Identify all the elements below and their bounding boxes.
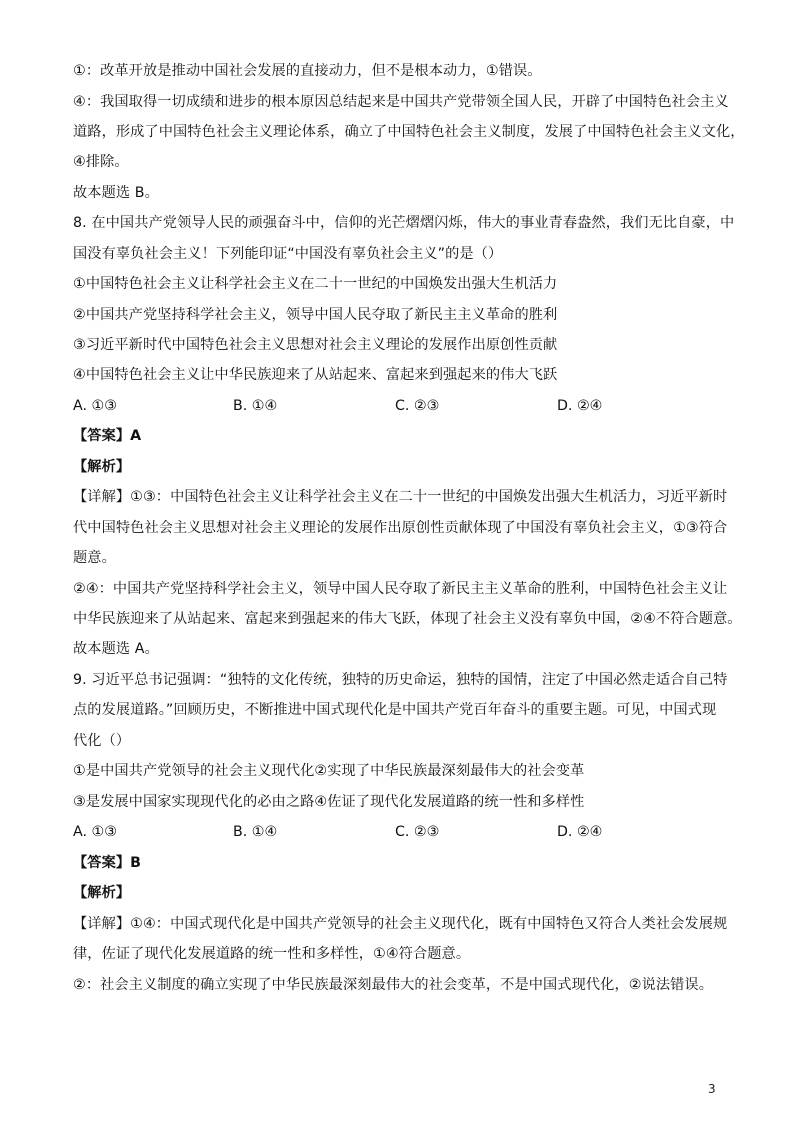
statement: ②中国共产党坚持科学社会主义，领导中国人民夺取了新民主主义革命的胜利 xyxy=(73,307,558,323)
question-8-stem: 8. 在中国共产党领导人民的顽强奋斗中，信仰的光芒熠熠闪烁，伟大的事业青春盎然，我们无比自豪，中 xyxy=(73,215,735,231)
text-line: 故本题选 B。 xyxy=(73,185,159,201)
statement: ③是发展中国家实现现代化的必由之路④佐证了现代化发展道路的统一性和多样性 xyxy=(73,794,585,810)
text-line: ④排除。 xyxy=(73,154,129,170)
text-line: 律，佐证了现代化发展道路的统一性和多样性，①④符合题意。 xyxy=(73,946,471,962)
answer-label: 【答案】A xyxy=(73,428,142,444)
option-c: C. ②③ xyxy=(395,824,440,840)
statement: ①是中国共产党领导的社会主义现代化②实现了中华民族最深刻最伟大的社会变革 xyxy=(73,763,585,779)
analysis-label: 【解析】 xyxy=(73,459,131,475)
analysis-label: 【解析】 xyxy=(73,885,131,901)
text-line: ②④：中国共产党坚持科学社会主义，领导中国人民夺取了新民主主义革命的胜利，中国特色社会主义让 xyxy=(73,581,728,597)
question-9-stem: 9. 习近平总书记强调：“独特的文化传统，独特的历史命运，独特的国情，注定了中国必然走适合自己特 xyxy=(73,672,728,688)
text-line: 【详解】①④：中国式现代化是中国共产党领导的社会主义现代化，既有中国特色又符合人类社会发展规 xyxy=(73,916,728,932)
statement: ①中国特色社会主义让科学社会主义在二十一世纪的中国焕发出强大生机活力 xyxy=(73,276,558,292)
statement: ④中国特色社会主义让中华民族迎来了从站起来、富起来到强起来的伟大飞跃 xyxy=(73,367,558,383)
question-8-stem: 国没有辜负社会主义！下列能印证“中国没有辜负社会主义”的是（） xyxy=(73,246,503,262)
text-line: 中华民族迎来了从站起来、富起来到强起来的伟大飞跃，体现了社会主义没有辜负中国，②④不符合题意。 xyxy=(73,611,742,627)
text-line: 代中国特色社会主义思想对社会主义理论的发展作出原创性贡献体现了中国没有辜负社会主义，①③符合 xyxy=(73,520,728,536)
text-line: 【详解】①③：中国特色社会主义让科学社会主义在二十一世纪的中国焕发出强大生机活力，习近平新时 xyxy=(73,489,728,505)
option-c: C. ②③ xyxy=(395,398,440,414)
option-b: B. ①④ xyxy=(233,398,278,414)
option-b: B. ①④ xyxy=(233,824,278,840)
option-d: D. ②④ xyxy=(557,398,603,414)
text-line: ②：社会主义制度的确立实现了中华民族最深刻最伟大的社会变革，不是中国式现代化，②说法错误。 xyxy=(73,977,714,993)
answer-label: 【答案】B xyxy=(73,855,142,871)
text-line: ④：我国取得一切成绩和进步的根本原因总结起来是中国共产党带领全国人民，开辟了中国特色社会主义 xyxy=(73,94,729,110)
text-line: 题意。 xyxy=(73,550,116,566)
question-9-stem: 代化（） xyxy=(73,733,131,749)
page-number: 3 xyxy=(708,1082,716,1096)
option-a: A. ①③ xyxy=(73,398,117,414)
statement: ③习近平新时代中国特色社会主义思想对社会主义理论的发展作出原创性贡献 xyxy=(73,337,558,353)
text-line: ①：改革开放是推动中国社会发展的直接动力，但不是根本动力，①错误。 xyxy=(73,63,542,79)
option-d: D. ②④ xyxy=(557,824,603,840)
text-line: 故本题选 A。 xyxy=(73,641,159,657)
question-9-stem: 点的发展道路。”回顾历史，不断推进中国式现代化是中国共产党百年奋斗的重要主题。可见，中国式现 xyxy=(73,702,717,718)
text-line: 道路，形成了中国特色社会主义理论体系，确立了中国特色社会主义制度，发展了中国特色社会主义文化， xyxy=(73,124,745,140)
option-a: A. ①③ xyxy=(73,824,117,840)
